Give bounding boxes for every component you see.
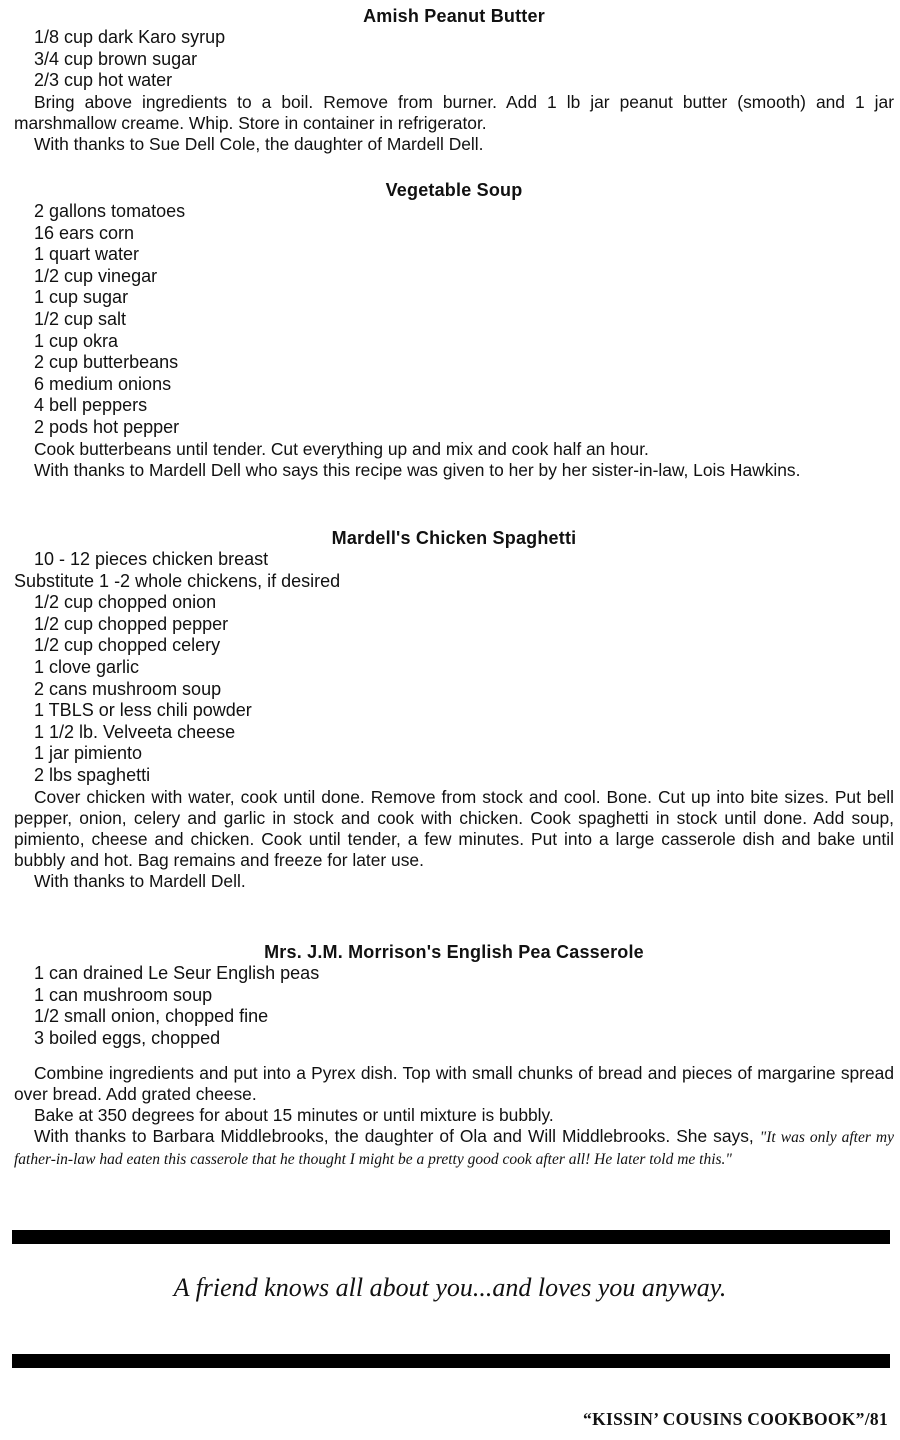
ingredient-line: 1/8 cup dark Karo syrup (34, 27, 226, 47)
ingredient-line: 16 ears corn (34, 222, 135, 243)
ingredient-line: 2 cans mushroom soup (34, 678, 222, 699)
ingredient-line: 1/2 cup salt (34, 308, 127, 329)
ingredient-line: 4 bell peppers (34, 395, 148, 416)
ingredient-line: 1/2 cup chopped pepper (34, 613, 229, 634)
ingredient-line: 1/2 cup chopped onion (34, 592, 217, 613)
ingredient-line: 1 cup okra (34, 330, 119, 351)
ingredient-line: 6 medium onions (34, 373, 172, 394)
recipe-english-pea-casserole (14, 942, 894, 1170)
page-footer: “KISSIN’ COUSINS COOKBOOK”/81 (583, 1409, 888, 1429)
recipe-title: Mardell's Chicken Spaghetti (331, 528, 577, 548)
credit-text: With thanks to Sue Dell Cole, the daughter of Mardell Dell. (34, 133, 484, 154)
credit-text (14, 1126, 894, 1170)
ingredient-line: 1 can drained Le Seur English peas (34, 963, 320, 983)
ingredient-line: 10 - 12 pieces chicken breast (34, 549, 269, 569)
ingredient-line: 1 clove garlic (34, 656, 140, 677)
recipe-chicken-spaghetti (14, 528, 894, 892)
ingredient-line: 1 TBLS or less chili powder (34, 700, 252, 721)
recipe-title: Mrs. J.M. Morrison's English Pea Casserole (264, 942, 644, 962)
ingredient-line: 2/3 cup hot water (34, 70, 173, 91)
directions-text: Bring above ingredients to a boil. Remove from burner. Add 1 lb jar peanut butter (smooth) and 1 jar marshmallow creame. Whip. Store in container in refrigerator. (14, 91, 894, 133)
divider-rule-top (12, 1230, 890, 1244)
ingredient-line: 1/2 cup vinegar (34, 265, 158, 286)
ingredient-line: 1 jar pimiento (34, 743, 143, 764)
ingredient-line: 1 quart water (34, 244, 140, 265)
ingredient-line: 3 boiled eggs, chopped (34, 1027, 221, 1048)
ingredient-line: 3/4 cup brown sugar (34, 48, 198, 69)
ingredient-line: 1/2 small onion, chopped fine (34, 1006, 269, 1027)
directions-text: Combine ingredients and put into a Pyrex dish. Top with small chunks of bread and pieces of margarine spread over bread. Add grated cheese. (14, 1063, 894, 1105)
ingredient-line: 2 pods hot pepper (34, 416, 180, 437)
motto-text: A friend knows all about you...and loves you anyway. (173, 1273, 727, 1302)
directions-text: Bake at 350 degrees for about 15 minutes or until mixture is bubbly. (34, 1105, 554, 1126)
credit-quote: "It was only after my father-in-law had eaten this casserole that he thought I might be a pretty good cook after all! He later told me this." (14, 1129, 894, 1169)
ingredient-line: 2 lbs spaghetti (34, 764, 151, 785)
ingredient-line: Substitute 1 -2 whole chickens, if desired (14, 570, 341, 591)
ingredient-line: 1 cup sugar (34, 287, 129, 308)
recipe-amish-peanut-butter (14, 6, 894, 155)
directions-text: Cook butterbeans until tender. Cut everything up and mix and cook half an hour. (34, 438, 649, 459)
ingredient-line: 1 1/2 lb. Velveeta cheese (34, 721, 236, 742)
recipe-vegetable-soup (14, 180, 894, 481)
credit-text-lead: With thanks to Barbara Middlebrooks, the daughter of Ola and Will Middlebrooks. She says, (34, 1126, 760, 1147)
divider-rule-bottom (12, 1354, 890, 1368)
recipe-title: Amish Peanut Butter (363, 6, 545, 26)
directions-text: Cover chicken with water, cook until done. Remove from stock and cool. Bone. Cut up into bite sizes. Put bell pepper, onion, celery and garlic in stock and cook with chicken. Cook spaghetti in stock until done. Add soup, pimiento, cheese and chicken. Cook until tender, a few minutes. Put into a large casserole dish and bake until bubbly and hot. Bag remains and freeze for later use. (14, 786, 894, 870)
credit-text: With thanks to Mardell Dell. (34, 870, 246, 891)
ingredient-line: 1/2 cup chopped celery (34, 635, 221, 656)
ingredient-line: 2 cup butterbeans (34, 352, 179, 373)
ingredient-line: 2 gallons tomatoes (34, 201, 186, 221)
credit-text: With thanks to Mardell Dell who says this recipe was given to her by her sister-in-law, Lois Hawkins. (34, 459, 801, 480)
recipe-title: Vegetable Soup (385, 180, 523, 200)
ingredient-line: 1 can mushroom soup (34, 984, 213, 1005)
